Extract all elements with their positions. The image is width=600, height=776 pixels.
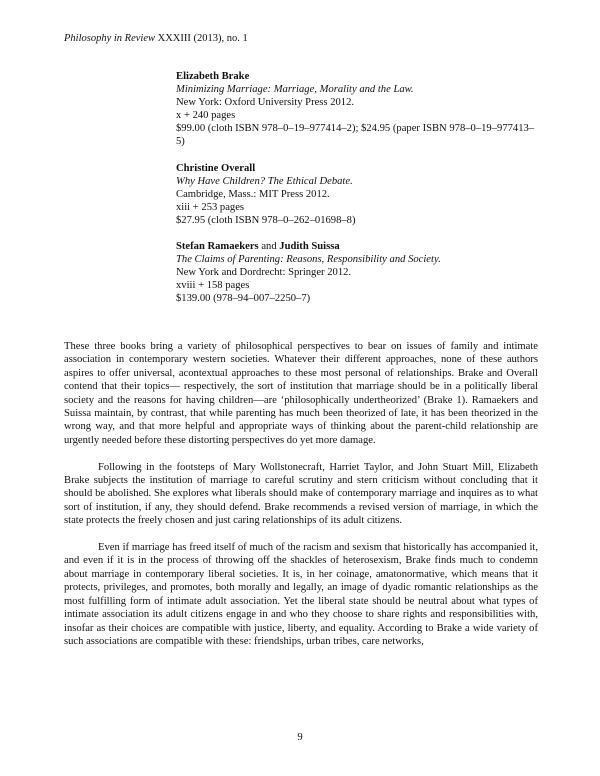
book-pages: xiii + 253 pages [176,201,245,213]
journal-volume: XXXIII (2013), no. 1 [157,33,248,44]
book-publisher: Cambridge, Mass.: MIT Press 2012. [176,188,330,200]
book-price: $27.95 (cloth ISBN 978–0–262–01698–8) [176,214,356,226]
author-name: Stefan Ramaekers [176,241,259,253]
review-body [64,340,538,662]
journal-name: Philosophy in Review [64,33,155,44]
book-authors [176,162,536,175]
author-name: Christine Overall [176,162,256,174]
book-price: $139.00 (978–94–007–2250–7) [176,293,311,305]
book-title: Minimizing Marriage: Marriage, Morality and the Law. [176,84,414,96]
book-title: The Claims of Parenting: Reasons, Responsibility and Society. [176,254,441,266]
book-pages: xviii + 158 pages [176,280,250,292]
page-number: 9 [297,732,303,743]
book-title: Why Have Children? The Ethical Debate. [176,175,353,187]
running-header [64,32,248,45]
book-publisher: New York and Dordrecht: Springer 2012. [176,267,352,279]
author-separator: and [258,241,280,253]
body-paragraph: Even if marriage has freed itself of much of the racism and sexism that historically has accompanied it, and even if it is in the process of throwing off the shackles of heterosexism, Brake finds much to condemn about marriage in contemporary liberal societies. It is, in her coinage, amatonormative, which means that it protects, privileges, and promotes, both morally and legally, an image of dyadic romantic relationships as the most fulfilling form of intimate adult association. Yet the liberal state should be neutral about what types of intimate association its adult citizens engage in and who they choose to share rights and responsibilities with, insofar as their choices are compatible with justice, liberty, and equality. According to Brake a wide variety of such associations are compatible with these: friendships, urban tribes, care networks, [64,542,538,647]
book-entry [176,162,536,227]
author-name: Judith Suissa [279,241,340,253]
book-entry [176,240,536,305]
book-publisher: New York: Oxford University Press 2012. [176,97,355,109]
book-pages: x + 240 pages [176,110,236,122]
book-authors [176,70,536,83]
book-entry [176,70,536,149]
reviewed-books-list [176,70,536,319]
body-paragraph: These three books bring a variety of philosophical perspectives to bear on issues of family and intimate association in contemporary western societies. Whatever their different approaches, none of these authors aspires to offer universal, acontextual approaches to these most personal of relationships. Brake and Overall contend that their topics— respectively, the sort of institution that marriage should be in a politically liberal society and the reasons for having children—are ‘philosophically undertheorized’ (Brake 1). Ramaekers and Suissa maintain, by contrast, that while parenting has much been theorized of late, it has been theorized in the wrong way, and that more helpful and appropriate ways of thinking about the parent-child relationship are urgently needed before these distorting perspectives do yet more damage. [64,341,538,446]
body-paragraph: Following in the footsteps of Mary Wollstonecraft, Harriet Taylor, and John Stuart Mill, Elizabeth Brake subjects the institution of marriage to careful scrutiny and stern criticism without concluding that it should be abolished. She explores what liberals should make of contemporary marriage and inquires as to what sort of institution, if any, they should defend. Brake recommends a revised version of marriage, in which the state protects the freely chosen and just caring relationships of its adult citizens. [64,461,538,527]
book-authors [176,240,536,253]
author-name: Elizabeth Brake [176,71,250,82]
book-price: $99.00 (cloth ISBN 978–0–19–977414–2); $24.95 (paper ISBN 978–0–19–977413–5) [176,123,535,148]
